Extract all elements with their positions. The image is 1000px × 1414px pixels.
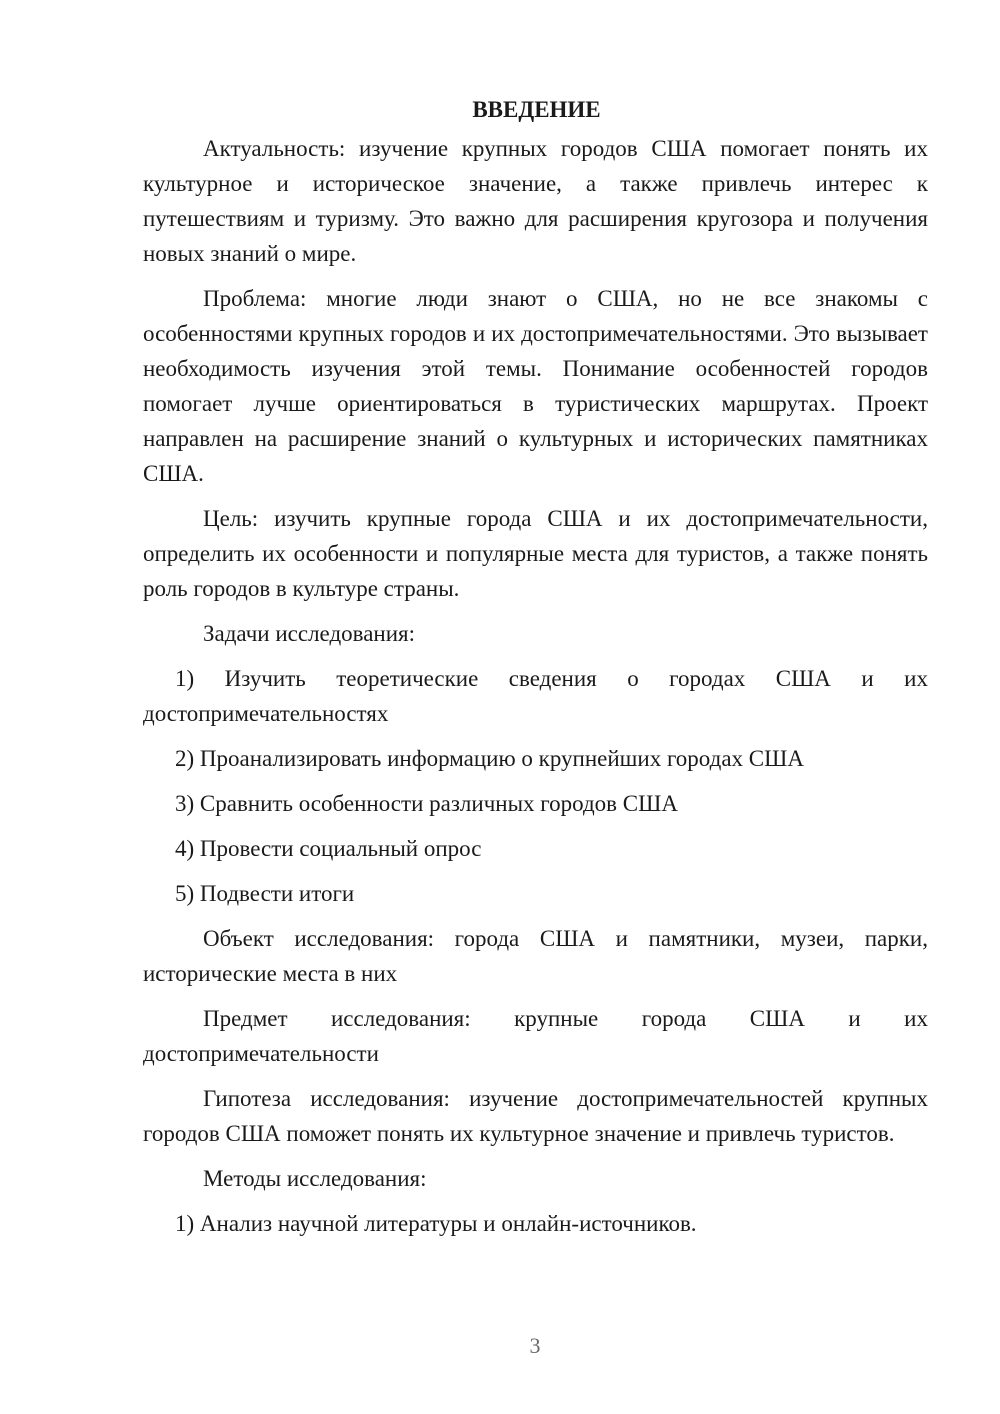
page-number: 3 (529, 1333, 541, 1358)
page-content (143, 92, 928, 1251)
task-item-1: 1) Изучить теоретические сведения о городах США и их достопримечательностях (143, 666, 928, 726)
paragraph-relevance: Актуальность: изучение крупных городов США помогает понять их культурное и историческое значение, а также привлечь интерес к путешествиям и туризму. Это важно для расширения кругозора и получения новых знаний о мире. (143, 136, 928, 266)
task-item-4: 4) Провести социальный опрос (175, 836, 482, 861)
methods-label: Методы исследования: (203, 1166, 427, 1191)
paragraph-goal: Цель: изучить крупные города США и их достопримечательности, определить их особенности и популярные места для туристов, а также понять роль городов в культуре страны. (143, 506, 928, 601)
task-item-3: 3) Сравнить особенности различных городов США (175, 791, 678, 816)
paragraph-object: Объект исследования: города США и памятники, музеи, парки, исторические места в них (143, 926, 928, 986)
paragraph-problem: Проблема: многие люди знают о США, но не все знакомы с особенностями крупных городов и их достопримечательностями. Это вызывает необходимость изучения этой темы. Понимание особенностей городов помогает лучше ориентироваться в туристических маршрутах. Проект направлен на расширение знаний о культурных и исторических памятниках США. (143, 286, 928, 486)
task-item-5: 5) Подвести итоги (175, 881, 355, 906)
method-item-1: 1) Анализ научной литературы и онлайн-источников. (175, 1211, 697, 1236)
paragraph-hypothesis: Гипотеза исследования: изучение достопримечательностей крупных городов США поможет понять их культурное значение и привлечь туристов. (143, 1086, 928, 1146)
tasks-label: Задачи исследования: (203, 621, 416, 646)
page-title: ВВЕДЕНИЕ (472, 97, 601, 122)
paragraph-subject: Предмет исследования: крупные города США и их достопримечательности (143, 1006, 928, 1066)
task-item-2: 2) Проанализировать информацию о крупнейших городах США (175, 746, 804, 771)
